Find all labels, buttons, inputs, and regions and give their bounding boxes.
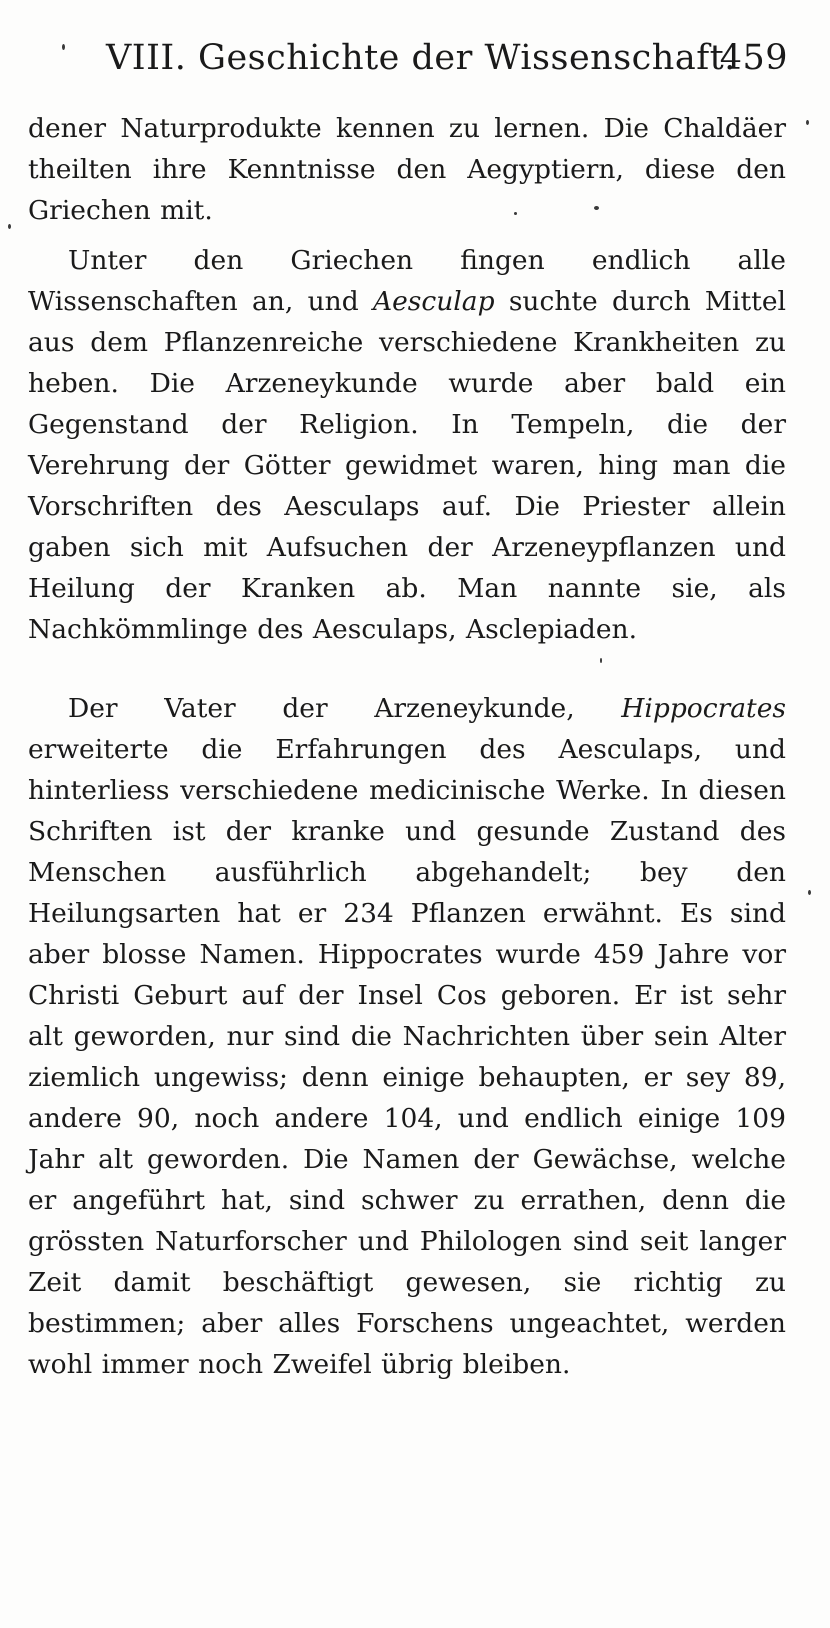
paragraph-2-text-start: Unter den Griechen fingen endlich alle Wissenschaften an, und — [28, 245, 786, 317]
print-speck — [62, 44, 65, 50]
chapter-title: VIII. Geschichte der Wissenschaft. — [106, 38, 736, 78]
page-number: 459 — [719, 38, 788, 78]
print-speck — [514, 212, 517, 215]
paragraph-2-text-end: suchte durch Mittel aus dem Pflanzenreiche verschiedene Krankheiten zu heben. Die Arzeneykunde wurde aber bald ein Gegenstand der Religion. In Tempeln, die der Verehrung der Götter gewidmet waren, hing man die Vorschriften des Aesculaps auf. Die Priester allein gaben sich mit Aufsuchen der Arzeneypflanzen und Heilung der Kranken ab. Man nannte sie, als Nachkömmlinge des Aesculaps, Asclepiaden. — [28, 286, 786, 645]
hippocrates-name: Hippocrates — [621, 693, 786, 724]
print-speck — [808, 890, 811, 895]
print-speck — [594, 206, 599, 210]
paragraph-1 — [28, 108, 786, 231]
print-speck — [8, 224, 11, 229]
aesculap-name: Aesculap — [372, 286, 495, 317]
paragraph-3 — [28, 688, 786, 1385]
print-speck — [600, 658, 602, 663]
paragraph-1-text: dener Naturprodukte kennen zu lernen. Die Chaldäer theilten ihre Kenntnisse den Aegyptiern, diese den Griechen mit. — [28, 113, 786, 226]
print-speck — [806, 120, 809, 125]
paragraph-3-text-end: erweiterte die Erfahrungen des Aesculaps, und hinterliess verschiedene medicinische Werke. In diesen Schriften ist der kranke und gesunde Zustand des Menschen ausführlich abgehandelt; bey den Heilungsarten hat er 234 Pflanzen erwähnt. Es sind aber blosse Namen. Hippocrates wurde 459 Jahre vor Christi Geburt auf der Insel Cos geboren. Er ist sehr alt geworden, nur sind die Nachrichten über sein Alter ziemlich ungewiss; denn einige behaupten, er sey 89, andere 90, noch andere 104, und endlich einige 109 Jahr alt geworden. Die Namen der Gewächse, welche er angeführt hat, sind schwer zu errathen, denn die grössten Naturforscher und Philologen sind seit langer Zeit damit beschäftigt gewesen, sie richtig zu bestimmen; aber alles Forschens ungeachtet, werden wohl immer noch Zweifel übrig bleiben. — [28, 734, 786, 1380]
running-header — [98, 28, 788, 88]
paragraph-3-text-start: Der Vater der Arzeneykunde, — [68, 693, 622, 724]
paragraph-2 — [28, 240, 786, 650]
